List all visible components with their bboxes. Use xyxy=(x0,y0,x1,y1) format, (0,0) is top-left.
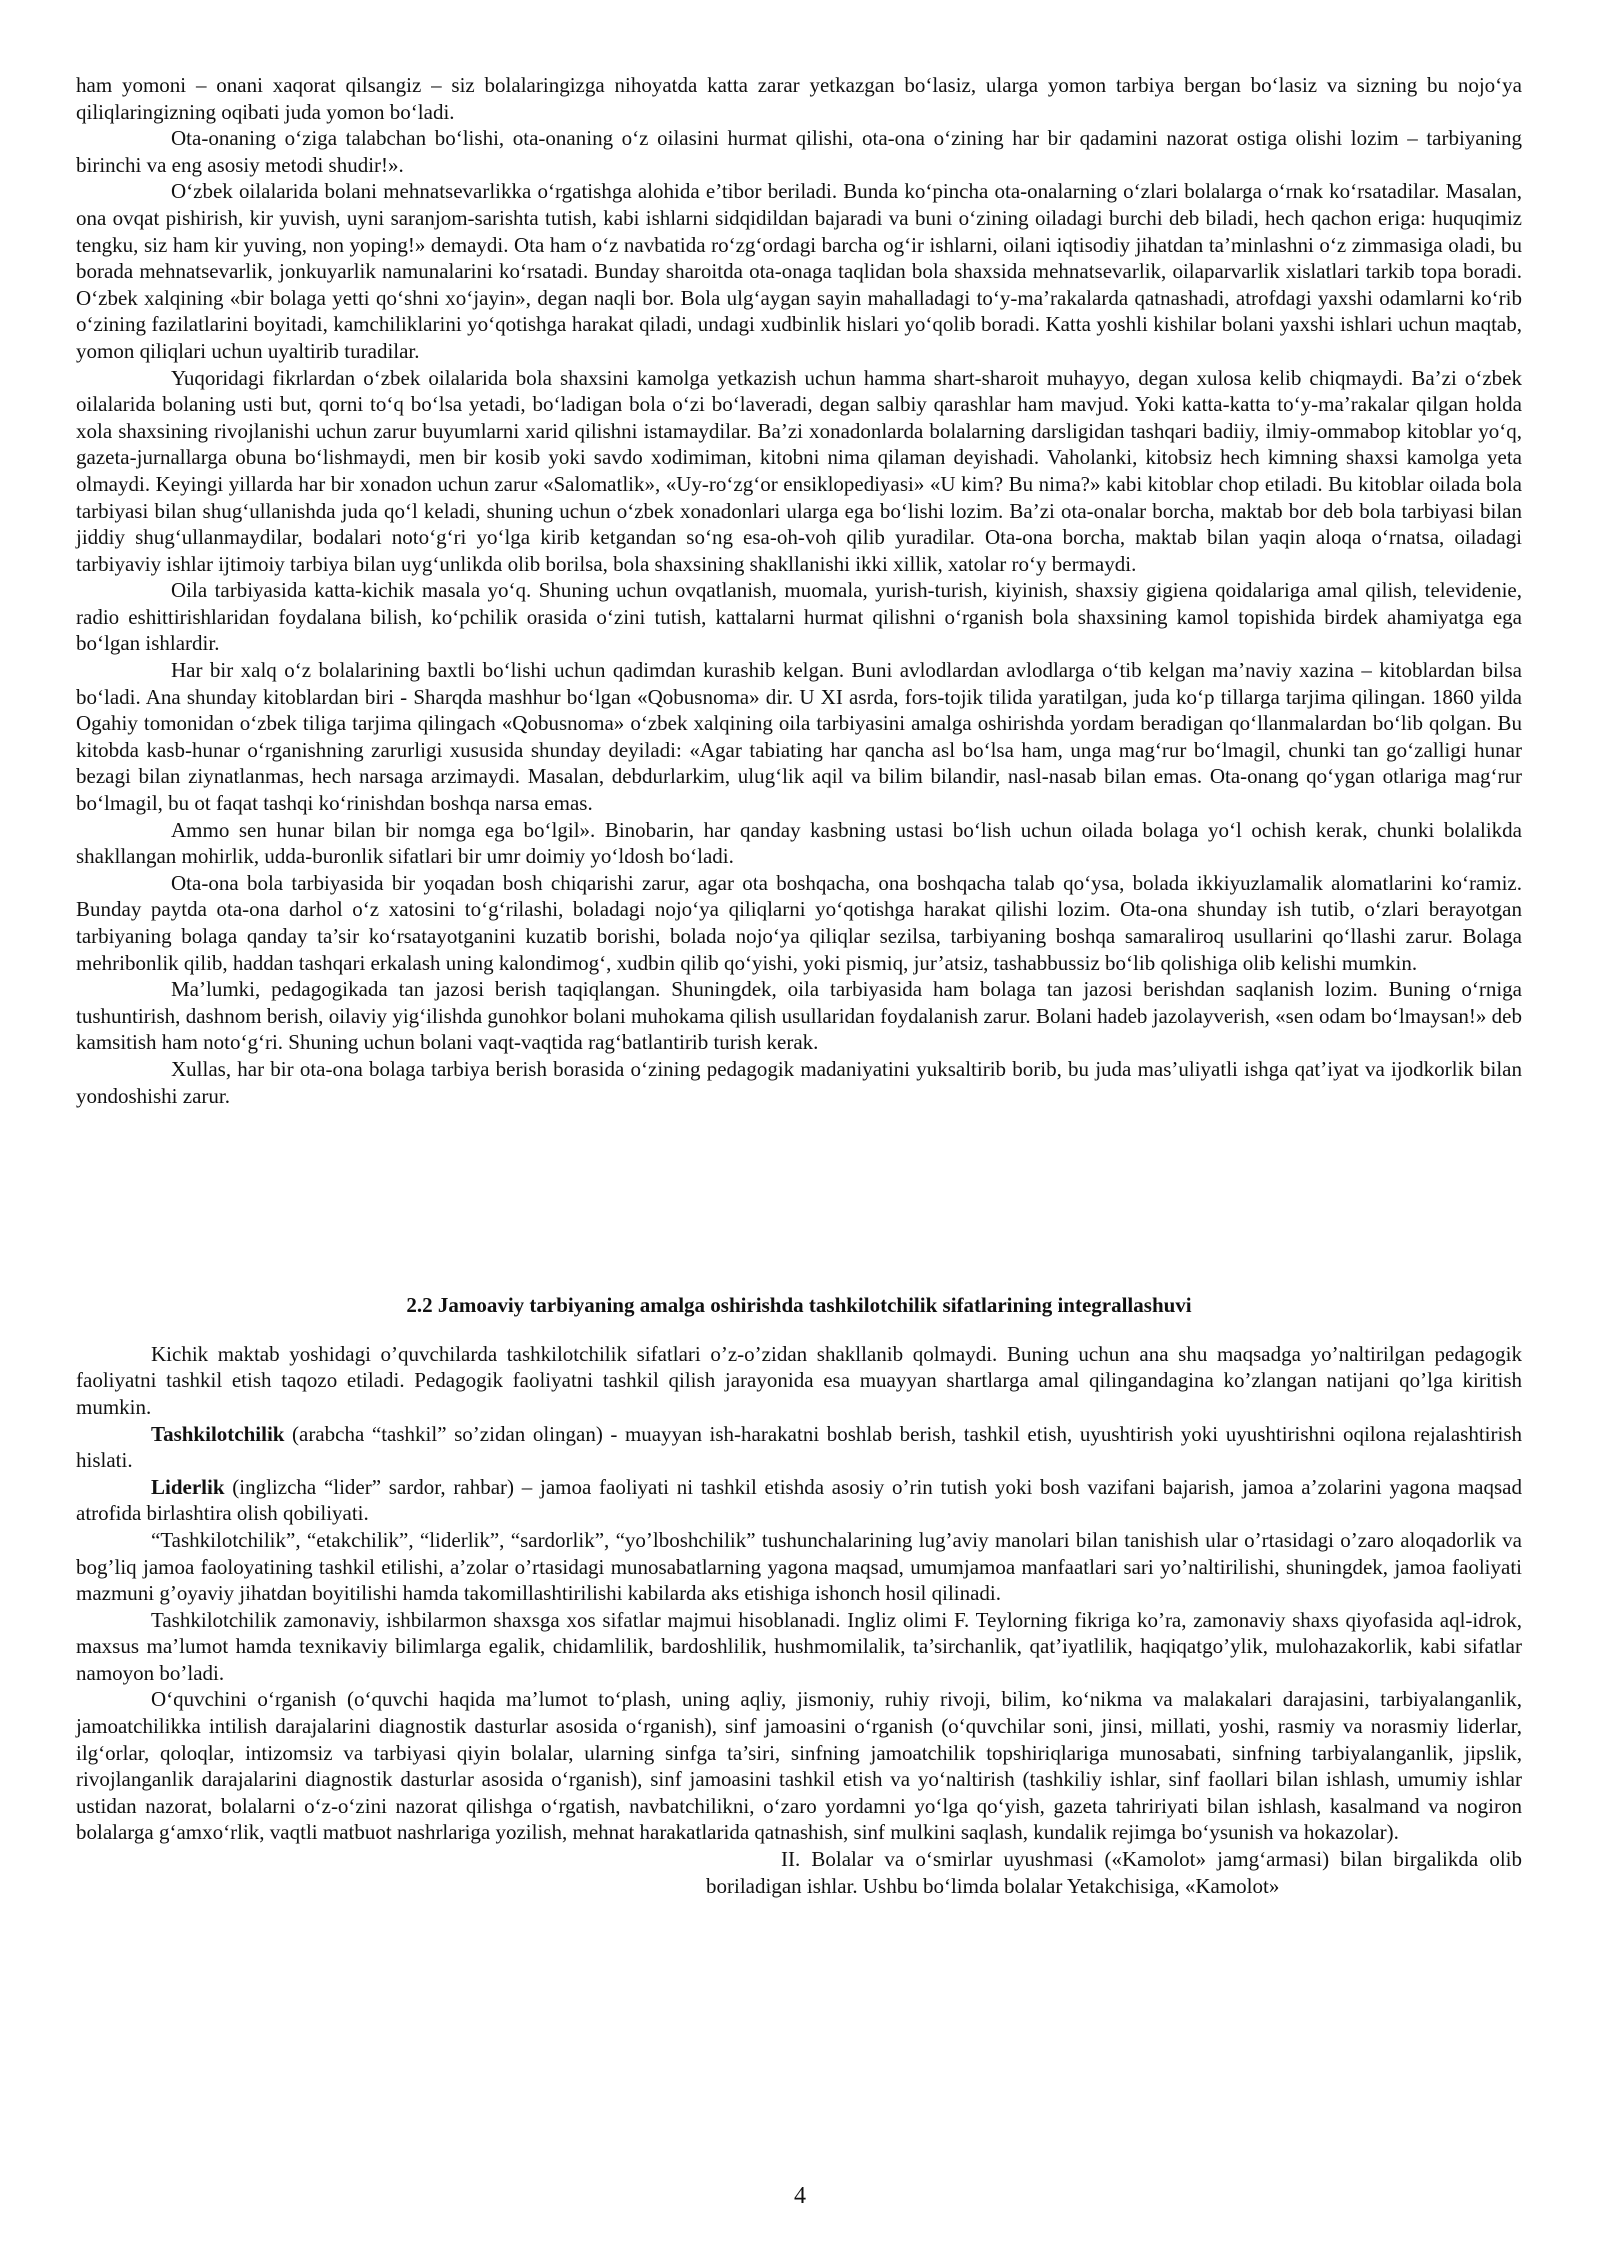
paragraph: Yuqoridagi fikrlardan o‘zbek oilalarida bola shaxsini kamolga yetkazish uchun hamma shart-sharoit muhayyo, degan xulosa kelib chiqmaydi. Ba’zi o‘zbek oilalarida bolaning usti but, qorni to‘q bo‘lsa yetadi, bo‘ladigan bola o‘zi bo‘laveradi, degan salbiy qarashlar ham mavjud. Yoki katta-katta to‘y-ma’rakalar qilgan holda xola shaxsining rivojlanishi uchun zarur buyumlarni xarid qilishni istamaydilar. Ba’zi xonadonlarda bolalarning darsligidan tashqari badiiy, ilmiy-ommabop kitoblar yo‘q, gazeta-jurnallarga obuna bo‘lishmaydi, men bir kosib yoki savdo xodimiman, kitobni nima qilaman deyishadi. Vaholanki, kitobsiz hech kimning shaxsi kamolga yeta olmaydi. Keyingi yillarda har bir xonadon uchun zarur «Salomatlik», «Uy-ro‘zg‘or ensiklopediyasi» «U kim? Bu nima?» kabi kitoblar chop etiladi. Bu kitoblar oilada bola tarbiyasi bilan shug‘ullanishda juda qo‘l keladi, shuning uchun o‘zbek xonadonlari ularga ega bo‘lishi lozim. Ba’zi ota-onalar borcha, maktab bor deb bola tarbiyasi bilan jiddiy shug‘ullanmaydilar, bodalari noto‘g‘ri yo‘lga kirib ketgandan so‘ng esa-oh-voh qilib yuradilar. Ota-ona borcha, maktab bilan yaqin aloqa o‘rnatsa, oiladagi tarbiyaviy ishlar ijtimoiy tarbiya bilan uyg‘unlikda olib borilsa, bola shaxsining shakllanishi ikki xillik, xatolar ro‘y bermaydi. xyxy=(76,365,1522,576)
section-collective-upbringing xyxy=(76,1341,1522,1899)
definition-paragraph xyxy=(76,1421,1522,1474)
paragraph: “Tashkilotchilik”, “etakchilik”, “liderlik”, “sardorlik”, “yo’lboshchilik” tushunchalarining lug’aviy manolari bilan tanishish ular o’rtasidagi o’zaro aloqadorlik va bog’liq jamoa faoloyatining tashkil etilishi, a’zolar o’rtasidagi munosabatlarning yagona maqsad, umumjamoa manfaatlari sari yo’naltirilishi, shuningdek, jamoa faoliyati mazmuni g’oyaviy jihatdan boyitilishi hamda takomillashtirilishi kabilarda aks etishiga ishonch hosil qilinadi. xyxy=(76,1527,1522,1606)
paragraph: ham yomoni – onani xaqorat qilsangiz – siz bolalaringizga nihoyatda katta zarar yetkazgan bo‘lasiz, ularga yomon tarbiya bergan bo‘lasiz va sizning bu nojo‘ya qiliqlaringizning oqibati juda yomon bo‘ladi. xyxy=(76,73,1522,124)
paragraph: Tashkilotchilik zamonaviy, ishbilarmon shaxsga xos sifatlar majmui hisoblanadi. Ingliz olimi F. Teylorning fikriga ko’ra, zamonaviy shaxs qiyofasida aql-idrok, maxsus ma’lumot hamda texnikaviy bilimlarga egalik, chidamlilik, bardoshlilik, hushmomilalik, ta’sirchanlik, qat’iyatlilik, haqiqatgo’ylik, mulohazakorlik, kabi sifatlar namoyon bo’ladi. xyxy=(76,1607,1522,1685)
paragraph: O‘zbek oilalarida bolani mehnatsevarlikka o‘rgatishga alohida e’tibor beriladi. Bunda ko‘pincha ota-onalarning o‘zlari bolalarga o‘rnak ko‘rsatadilar. Masalan, ona ovqat pishirish, kir yuvish, uyni saranjom-sarishta tutish, kabi ishlarni sidqidildan bajaradi va buni o‘zining oiladagi burchi deb biladi, hech qachon eriga: huquqimiz tengku, siz ham kir yuving, non yoping!» demaydi. Ota ham o‘z navbatida ro‘zg‘ordagi barcha og‘ir ishlarni, oilani iqtisodiy jihatdan ta’minlashni o‘z zimmasiga oladi, bu borada mehnatsevarlik, jonkuyarlik namunalarini ko‘rsatadi. Bunday sharoitda ota-onaga taqlidan bola shaxsida mehnatsevarlik, oilaparvarlik xislatlari tarkib topa boradi. O‘zbek xalqining «bir bolaga yetti qo‘shni xo‘jayin», degan naqli bor. Bola ulg‘aygan sayin mahalladagi to‘y-ma’rakalarda qatnashadi, atrofdagi yaxshi odamlarni ko‘rib o‘zining fazilatlarini boyitadi, kamchiliklarini yo‘qotishga harakat qiladi, undagi xudbinlik hislari yo‘qolib boradi. Katta yoshli kishilar bolani yaxshi ishlari uchun maqtab, yomon qiliqlari uchun uyaltirib turadilar. xyxy=(76,179,1522,363)
paragraph: Xullas, har bir ota-ona bolaga tarbiya berish borasida o‘zining pedagogik madaniyatini yuksaltirib borib, bu juda mas’uliyatli ishga qat’iyat va ijodkorlik bilan yondoshishi zarur. xyxy=(76,1056,1522,1108)
paragraph: O‘quvchini o‘rganish (o‘quvchi haqida ma’lumot to‘plash, uning aqliy, jismoniy, ruhiy rivoji, bilim, ko‘nikma va malakalari darajasini, tarbiyalanganlik, jamoatchilikka intilish darajalarini diagnostik dasturlar asosida o‘rganish), sinf jamoasini o‘rganish (o‘quvchilar soni, jinsi, millati, yoshi, rasmiy va norasmiy liderlar, ilg‘orlar, qoloqlar, intizomsiz va tarbiyasi qiyin bolalar, ularning sinfga ta’siri, sinfning jamoatchilik topshiriqlariga munosabati, sinfning tarbiyalanganlik, jipslik, rivojlanganlik darajalarini diagnostik dasturlar asosida o‘rganish), sinf jamoasini tashkil etish va yo‘naltirish (tashkiliy ishlar, sinf faollari bilan ishlash, umumiy ishlar ustidan nazorat, bolalarni o‘z-o‘zini nazorat qilishga o‘rgatish, navbatchilikni, o‘zaro yordamni yo‘lga qo‘yish, gazeta tahririyati bilan ishlash, kasalmand va nogiron bolalarga g‘amxo‘rlik, vaqtli matbuot nashrlariga yozilish, mehnat harakatlarida qatnashish, sinf mulkini saqlash, kundalik rejimga bo‘ysunish va hokazolar). xyxy=(76,1687,1522,1845)
paragraph: Oila tarbiyasida katta-kichik masala yo‘q. Shuning uchun ovqatlanish, muomala, yurish-turish, kiyinish, shaxsiy gigiena qoidalariga amal qilish, televidenie, radio eshittirishlaridan foydalana bilish, ko‘pchilik orasida o‘zini tutish, kattalarni hurmat qilishni o‘rganish bola shaxsining kamol topishida birdek ahamiyatga ega bo‘lgan ishlardir. xyxy=(76,578,1522,656)
paragraph: Ota-ona bola tarbiyasida bir yoqadan bosh chiqarishi zarur, agar ota boshqacha, ona boshqacha talab qo‘ysa, bolada ikkiyuzlamalik alomatlarini ko‘ramiz. Bunday paytda ota-ona darhol o‘z xatosini to‘g‘rilashi, boladagi nojo‘ya qiliqlarni yo‘qotishga harakat qilishi lozim. Ota-ona shunday ish tutib, o‘zlari berayotgan tarbiyaning bolaga qanday ta’sir ko‘rsatayotganini kuzatib borishi, bolada nojo‘ya qiliqlar sezilsa, tarbiyaning boshqa samaraliroq usullarini qo‘llashi zarur. Bolaga mehribonlik qilib, haddan tashqari erkalash uning kalondimog‘, xudbin qilib qo‘yishi, yoki pismiq, jur’atsiz, tashabbussiz bo‘lib qolishiga olib kelishi mumkin. xyxy=(76,870,1522,975)
section-heading: 2.2 Jamoaviy tarbiyaning amalga oshirishda tashkilotchilik sifatlarining integrallashuvi xyxy=(406,1293,1192,1318)
page-number: 4 xyxy=(794,2183,806,2209)
term-liderlik: Liderlik xyxy=(151,1474,225,1499)
paragraph: Ma’lumki, pedagogikada tan jazosi berish taqiqlangan. Shuningdek, oila tarbiyasida ham bolaga tan jazosi berishdan saqlanish lozim. Buning o‘rniga tushuntirish, dashnom berish, oilaviy yig‘ilishda gunohkor bolani muhokama qilish usullaridan foydalanish zarur. Bolani hadeb jazolayverish, «sen odam bo‘lmaysan!» deb kamsitish ham noto‘g‘ri. Shuning uchun bolani vaqt-vaqtida rag‘batlantirib turish kerak. xyxy=(76,977,1522,1055)
paragraph: Kichik maktab yoshidagi o’quvchilarda tashkilotchilik sifatlari o’z-o’zidan shakllanib qolmaydi. Buning uchun ana shu maqsadga yo’naltirilgan pedagogik faoliyatni tashkil etish taqozo etiladi. Pedagogik faoliyatni tashkil qilish jarayonida esa muayyan shartlarga amal qilingandagina ko’zlangan natijani qo’lga kiritish mumkin. xyxy=(76,1341,1522,1419)
term-tashkilotchilik: Tashkilotchilik xyxy=(151,1421,285,1446)
section-family-upbringing xyxy=(76,72,1522,1109)
definition-text: (inglizcha “lider” sardor, rahbar) – jamoa faoliyati ni tashkil etishda asosiy o’rin tutish yoki bosh vazifani bajarish, jamoa a’zolarini yagona maqsad atrofida birlashtira olish qobiliyati. xyxy=(76,1474,1522,1526)
paragraph: Har bir xalq o‘z bolalarining baxtli bo‘lishi uchun qadimdan kurashib kelgan. Buni avlodlardan avlodlarga o‘tib kelgan ma’naviy xazina – kitoblardan bilsa bo‘ladi. Ana shunday kitoblardan biri - Sharqda mashhur bo‘lgan «Qobusnoma» dir. U XI asrda, fors-tojik tilida yaratilgan, juda ko‘p tillarga tarjima qilingan. 1860 yilda Ogahiy tomonidan o‘zbek tiliga tarjima qilingach «Qobusnoma» o‘zbek xalqining oila tarbiyasini amalga oshirishda yordam beradigan qo‘llanmalardan bo‘lib qolgan. Bu kitobda kasb-hunar o‘rganishning zarurligi xususida shunday deyiladi: «Agar tabiating har qancha asl bo‘lsa ham, unga mag‘rur bo‘lmagil, chunki tan go‘zalligi hunar bezagi bilan ziynatlanmas, hech narsaga arzimaydi. Masalan, debdurlarkim, ulug‘lik aqil va bilim bilandir, nasl-nasab bilan emas. Ota-onang qo‘ygan otlariga mag‘rur bo‘lmagil, bu ot faqat tashqi ko‘rinishdan boshqa narsa emas. xyxy=(76,658,1522,816)
paragraph: II. Bolalar va o‘smirlar uyushmasi («Kamolot» jamg‘armasi) bilan birgalikda olib boriladigan ishlar. Ushbu bo‘limda bolalar Yetakchisiga, «Kamolot» xyxy=(706,1847,1522,1898)
paragraph: Ammo sen hunar bilan bir nomga ega bo‘lgil». Binobarin, har qanday kasbning ustasi bo‘lish uchun oilada bolaga yo‘l ochish kerak, chunki bolalikda shakllangan mohirlik, udda-buronlik sifatlari bir umr doimiy yo‘ldosh bo‘ladi. xyxy=(76,817,1522,869)
definition-text: (arabcha “tashkil” so’zidan olingan) - muayyan ish-harakatni boshlab berish, tashkil etish, uyushtirish yoki uyushtirishni oqilona rejalashtirish hislati. xyxy=(76,1421,1522,1473)
definition-paragraph xyxy=(76,1474,1522,1527)
document-page xyxy=(76,72,1522,1899)
right-aligned-block xyxy=(76,1846,1522,1899)
paragraph: Ota-onaning o‘ziga talabchan bo‘lishi, ota-onaning o‘z oilasini hurmat qilishi, ota-ona o‘zining har bir qadamini nazorat ostiga olishi lozim – tarbiyaning birinchi va eng asosiy metodi shudir!». xyxy=(76,126,1522,177)
